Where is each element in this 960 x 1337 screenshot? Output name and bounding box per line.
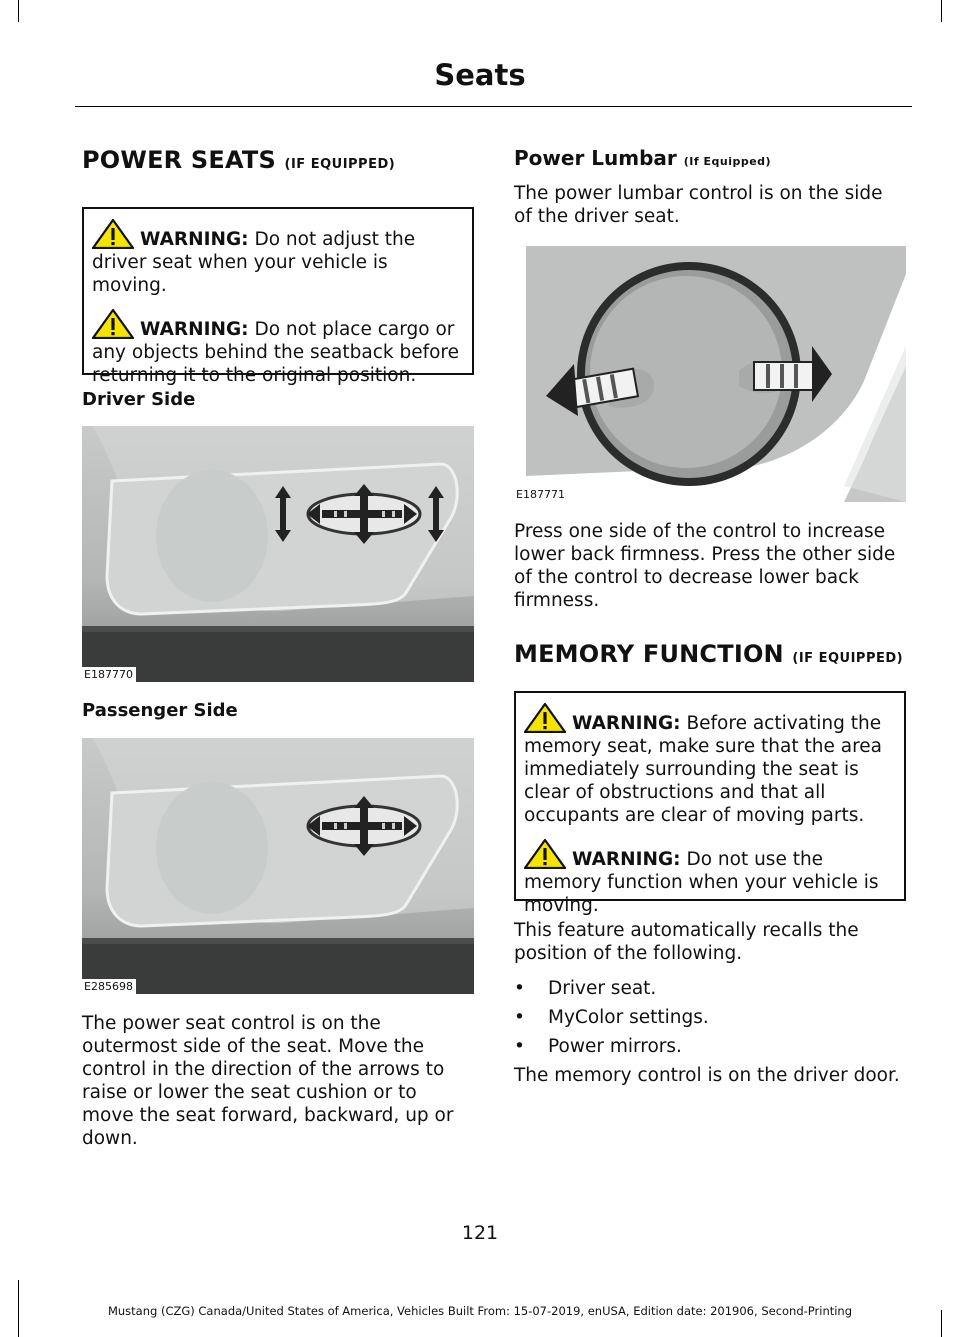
memory-recall-list (514, 977, 906, 1058)
figure-code: E187770 (82, 667, 136, 682)
bullet-dot: • (514, 1035, 525, 1057)
memory-title-text: MEMORY FUNCTION (514, 640, 784, 668)
page-header-title: Seats (434, 58, 526, 92)
memory-outro-text: The memory control is on the driver door. (514, 1064, 900, 1086)
warning-label: WARNING: (572, 848, 681, 870)
list-item (514, 1006, 906, 1029)
figure-driver-seat-control (82, 426, 474, 682)
lumbar-body-text: Press one side of the control to increase lower back firmness. Press the other side of the control to decrease lower back firmness. (514, 521, 896, 611)
subheading-driver-side: Driver Side (82, 388, 196, 410)
warning-text: Do not adjust the driver seat when your vehicle is moving. (92, 228, 416, 296)
header-rule (75, 106, 912, 107)
section-title-power-lumbar (514, 146, 906, 170)
figure-lumbar-control (514, 246, 906, 502)
warning-box-memory (514, 691, 906, 916)
warning-triangle-icon (92, 309, 136, 339)
driver-seat-control-illustration (82, 426, 474, 682)
warning-box-power-seats (82, 207, 474, 386)
subheading-passenger-side: Passenger Side (82, 700, 238, 722)
figure-code: E187771 (514, 487, 568, 502)
section-title-text: POWER SEATS (82, 146, 276, 174)
list-item-text: Power mirrors. (548, 1035, 682, 1057)
warning-label: WARNING: (140, 318, 249, 340)
figure-code: E285698 (82, 979, 136, 994)
warning-triangle-icon (524, 703, 568, 733)
memory-title-suffix: (IF EQUIPPED) (792, 651, 904, 666)
section-title-suffix: (IF EQUIPPED) (284, 157, 396, 172)
warning-label: WARNING: (140, 228, 249, 250)
page-number: 121 (461, 1222, 499, 1244)
list-item (514, 1035, 906, 1058)
section-title-memory-function (514, 640, 906, 669)
lumbar-control-illustration (514, 246, 906, 502)
warning-text: Before activating the memory seat, make sure that the area immediately surrounding the seat is clear of obstructions and that all occupants are clear of moving parts. (524, 712, 882, 826)
bullet-dot: • (514, 1006, 525, 1028)
memory-intro-text: This feature automatically recalls the position of the following. (514, 919, 859, 964)
section-title-power-seats (82, 146, 474, 175)
warning-text: Do not place cargo or any objects behind the seatback before returning it to the original position. (92, 318, 459, 386)
warning-triangle-icon (92, 219, 136, 249)
list-item (514, 977, 906, 1000)
crop-mark-top-right (941, 0, 942, 22)
warning-2 (92, 309, 464, 387)
warning-label: WARNING: (572, 712, 681, 734)
left-column (82, 140, 474, 1150)
page-footer: Mustang (CZG) Canada/United States of America, Vehicles Built From: 15-07-2019, enUSA, Edition date: 201906, Second-Printing (107, 1304, 853, 1318)
list-item-text: Driver seat. (548, 977, 657, 999)
warning-memory-1 (524, 703, 896, 827)
list-item-text: MyColor settings. (548, 1006, 709, 1028)
figure-passenger-seat-control (82, 738, 474, 994)
passenger-seat-control-illustration (82, 738, 474, 994)
lumbar-title-text: Power Lumbar (514, 146, 677, 170)
right-column (514, 140, 906, 1087)
power-seat-body-text: The power seat control is on the outermost side of the seat. Move the control in the direction of the arrows to raise or lower the seat cushion or to move the seat forward, backward, up or down. (82, 1012, 454, 1149)
bullet-dot: • (514, 977, 525, 999)
warning-1 (92, 219, 464, 297)
warning-text: Do not use the memory function when your vehicle is moving. (524, 848, 879, 916)
crop-mark-top-left (18, 0, 19, 22)
warning-memory-2 (524, 839, 896, 917)
warning-triangle-icon (524, 839, 568, 869)
lumbar-intro-text: The power lumbar control is on the side of the driver seat. (514, 183, 883, 227)
lumbar-title-suffix: (If Equipped) (683, 155, 772, 168)
